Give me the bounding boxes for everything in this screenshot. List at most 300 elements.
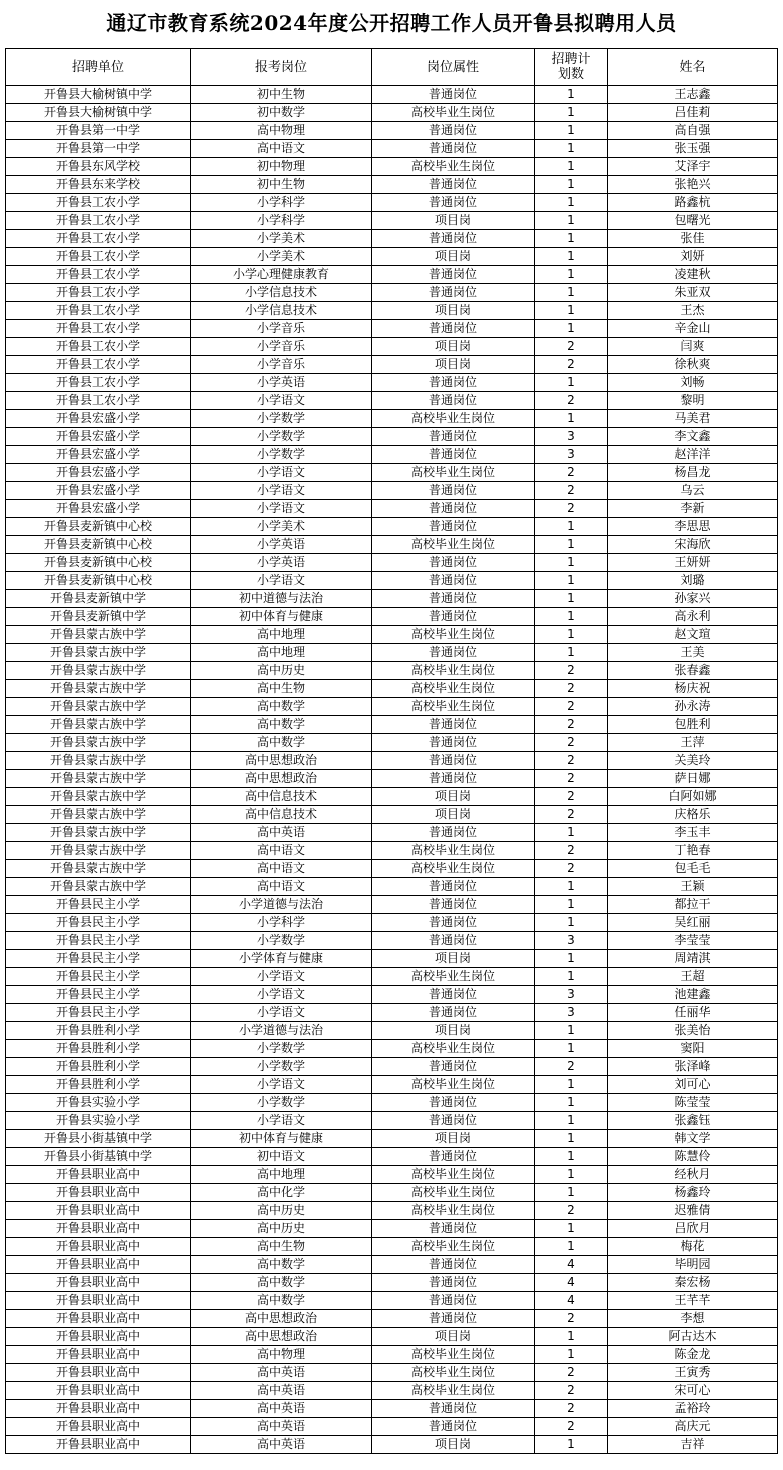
header-position: 报考岗位 bbox=[191, 49, 372, 86]
table-row bbox=[6, 302, 778, 320]
cell-plan-count: 1 bbox=[535, 1436, 608, 1454]
cell-plan-count: 1 bbox=[535, 320, 608, 338]
header-plan-count-text: 招聘计划数 bbox=[551, 52, 591, 82]
table-row bbox=[6, 1166, 778, 1184]
table-row bbox=[6, 878, 778, 896]
cell-plan-count: 2 bbox=[535, 860, 608, 878]
table-row bbox=[6, 698, 778, 716]
cell-position-type: 普通岗位 bbox=[372, 122, 535, 140]
cell-unit: 开鲁县麦新镇中学 bbox=[6, 590, 191, 608]
cell-unit: 开鲁县工农小学 bbox=[6, 248, 191, 266]
table-row bbox=[6, 806, 778, 824]
cell-name: 高自强 bbox=[608, 122, 778, 140]
cell-position-type: 普通岗位 bbox=[372, 86, 535, 104]
cell-plan-count: 2 bbox=[535, 698, 608, 716]
cell-position-type: 高校毕业生岗位 bbox=[372, 1238, 535, 1256]
cell-name: 刘妍 bbox=[608, 248, 778, 266]
cell-plan-count: 1 bbox=[535, 1094, 608, 1112]
cell-name: 李思思 bbox=[608, 518, 778, 536]
table-row bbox=[6, 338, 778, 356]
cell-name: 经秋月 bbox=[608, 1166, 778, 1184]
cell-plan-count: 2 bbox=[535, 392, 608, 410]
cell-unit: 开鲁县宏盛小学 bbox=[6, 428, 191, 446]
cell-name: 吕欣月 bbox=[608, 1220, 778, 1238]
cell-plan-count: 1 bbox=[535, 302, 608, 320]
cell-plan-count: 1 bbox=[535, 1148, 608, 1166]
cell-name: 李玉丰 bbox=[608, 824, 778, 842]
cell-position: 小学音乐 bbox=[191, 356, 372, 374]
cell-name: 朱亚双 bbox=[608, 284, 778, 302]
cell-plan-count: 1 bbox=[535, 518, 608, 536]
cell-position: 高中数学 bbox=[191, 698, 372, 716]
cell-plan-count: 1 bbox=[535, 824, 608, 842]
cell-plan-count: 1 bbox=[535, 536, 608, 554]
table-row bbox=[6, 230, 778, 248]
table-row bbox=[6, 950, 778, 968]
cell-position-type: 普通岗位 bbox=[372, 986, 535, 1004]
cell-plan-count: 1 bbox=[535, 86, 608, 104]
cell-position-type: 普通岗位 bbox=[372, 734, 535, 752]
cell-position: 高中历史 bbox=[191, 1220, 372, 1238]
cell-position-type: 高校毕业生岗位 bbox=[372, 158, 535, 176]
cell-name: 韩文学 bbox=[608, 1130, 778, 1148]
cell-name: 李想 bbox=[608, 1310, 778, 1328]
cell-plan-count: 1 bbox=[535, 212, 608, 230]
table-row bbox=[6, 824, 778, 842]
cell-name: 王寅秀 bbox=[608, 1364, 778, 1382]
cell-unit: 开鲁县麦新镇中心校 bbox=[6, 572, 191, 590]
cell-unit: 开鲁县工农小学 bbox=[6, 338, 191, 356]
cell-position: 高中英语 bbox=[191, 1364, 372, 1382]
cell-position-type: 普通岗位 bbox=[372, 500, 535, 518]
cell-plan-count: 1 bbox=[535, 1328, 608, 1346]
table-row bbox=[6, 392, 778, 410]
cell-position: 高中信息技术 bbox=[191, 806, 372, 824]
cell-position: 小学数学 bbox=[191, 1094, 372, 1112]
cell-position: 初中体育与健康 bbox=[191, 608, 372, 626]
cell-plan-count: 1 bbox=[535, 968, 608, 986]
cell-plan-count: 1 bbox=[535, 1166, 608, 1184]
cell-unit: 开鲁县蒙古族中学 bbox=[6, 788, 191, 806]
cell-position: 小学音乐 bbox=[191, 338, 372, 356]
cell-name: 包胜利 bbox=[608, 716, 778, 734]
cell-position: 高中生物 bbox=[191, 1238, 372, 1256]
cell-position-type: 普通岗位 bbox=[372, 1004, 535, 1022]
cell-name: 阿古达木 bbox=[608, 1328, 778, 1346]
cell-position-type: 普通岗位 bbox=[372, 428, 535, 446]
cell-name: 孟裕玲 bbox=[608, 1400, 778, 1418]
cell-position: 高中数学 bbox=[191, 734, 372, 752]
cell-plan-count: 2 bbox=[535, 356, 608, 374]
cell-position-type: 项目岗 bbox=[372, 356, 535, 374]
cell-position-type: 普通岗位 bbox=[372, 194, 535, 212]
cell-position-type: 项目岗 bbox=[372, 1130, 535, 1148]
cell-position-type: 高校毕业生岗位 bbox=[372, 1346, 535, 1364]
table-row bbox=[6, 1328, 778, 1346]
cell-name: 王杰 bbox=[608, 302, 778, 320]
cell-unit: 开鲁县蒙古族中学 bbox=[6, 680, 191, 698]
table-row bbox=[6, 1202, 778, 1220]
cell-position: 小学数学 bbox=[191, 428, 372, 446]
cell-name: 高永利 bbox=[608, 608, 778, 626]
cell-name: 乌云 bbox=[608, 482, 778, 500]
cell-plan-count: 1 bbox=[535, 1184, 608, 1202]
cell-plan-count: 4 bbox=[535, 1292, 608, 1310]
cell-position: 小学心理健康教育 bbox=[191, 266, 372, 284]
table-row bbox=[6, 158, 778, 176]
cell-plan-count: 3 bbox=[535, 428, 608, 446]
cell-plan-count: 2 bbox=[535, 1310, 608, 1328]
cell-name: 凌建秋 bbox=[608, 266, 778, 284]
cell-position: 小学科学 bbox=[191, 914, 372, 932]
cell-plan-count: 1 bbox=[535, 176, 608, 194]
table-row bbox=[6, 518, 778, 536]
cell-position-type: 项目岗 bbox=[372, 302, 535, 320]
cell-position: 小学美术 bbox=[191, 248, 372, 266]
cell-position-type: 项目岗 bbox=[372, 950, 535, 968]
cell-unit: 开鲁县民主小学 bbox=[6, 932, 191, 950]
table-row bbox=[6, 1292, 778, 1310]
cell-unit: 开鲁县职业高中 bbox=[6, 1292, 191, 1310]
cell-position: 小学语文 bbox=[191, 968, 372, 986]
cell-position: 小学英语 bbox=[191, 536, 372, 554]
cell-position: 初中道德与法治 bbox=[191, 590, 372, 608]
cell-position-type: 普通岗位 bbox=[372, 878, 535, 896]
cell-unit: 开鲁县职业高中 bbox=[6, 1328, 191, 1346]
cell-plan-count: 3 bbox=[535, 932, 608, 950]
cell-plan-count: 2 bbox=[535, 1364, 608, 1382]
cell-position: 小学英语 bbox=[191, 554, 372, 572]
cell-unit: 开鲁县宏盛小学 bbox=[6, 482, 191, 500]
cell-position: 高中英语 bbox=[191, 1382, 372, 1400]
cell-position: 初中体育与健康 bbox=[191, 1130, 372, 1148]
table-row bbox=[6, 554, 778, 572]
cell-position: 小学语文 bbox=[191, 464, 372, 482]
cell-position: 高中数学 bbox=[191, 1274, 372, 1292]
cell-unit: 开鲁县胜利小学 bbox=[6, 1022, 191, 1040]
cell-plan-count: 1 bbox=[535, 950, 608, 968]
table-header-row bbox=[6, 49, 778, 86]
cell-position-type: 普通岗位 bbox=[372, 572, 535, 590]
cell-position: 高中英语 bbox=[191, 824, 372, 842]
table-row bbox=[6, 1112, 778, 1130]
cell-plan-count: 1 bbox=[535, 1220, 608, 1238]
cell-position: 小学语文 bbox=[191, 482, 372, 500]
cell-plan-count: 1 bbox=[535, 554, 608, 572]
cell-unit: 开鲁县职业高中 bbox=[6, 1364, 191, 1382]
cell-position-type: 高校毕业生岗位 bbox=[372, 1364, 535, 1382]
cell-position: 高中英语 bbox=[191, 1418, 372, 1436]
cell-name: 陈慧伶 bbox=[608, 1148, 778, 1166]
cell-plan-count: 1 bbox=[535, 194, 608, 212]
cell-position-type: 普通岗位 bbox=[372, 1256, 535, 1274]
cell-position-type: 普通岗位 bbox=[372, 1292, 535, 1310]
cell-unit: 开鲁县实验小学 bbox=[6, 1112, 191, 1130]
cell-name: 杨昌龙 bbox=[608, 464, 778, 482]
table-row bbox=[6, 896, 778, 914]
cell-position: 高中物理 bbox=[191, 1346, 372, 1364]
table-row bbox=[6, 1436, 778, 1454]
cell-plan-count: 1 bbox=[535, 1112, 608, 1130]
cell-name: 迟雅倩 bbox=[608, 1202, 778, 1220]
cell-plan-count: 1 bbox=[535, 590, 608, 608]
cell-name: 王超 bbox=[608, 968, 778, 986]
table-row bbox=[6, 446, 778, 464]
cell-position: 高中地理 bbox=[191, 1166, 372, 1184]
cell-position-type: 普通岗位 bbox=[372, 824, 535, 842]
cell-position: 小学体育与健康 bbox=[191, 950, 372, 968]
cell-unit: 开鲁县职业高中 bbox=[6, 1346, 191, 1364]
cell-unit: 开鲁县东风学校 bbox=[6, 158, 191, 176]
cell-name: 张佳 bbox=[608, 230, 778, 248]
cell-position: 小学数学 bbox=[191, 1040, 372, 1058]
table-row bbox=[6, 1130, 778, 1148]
cell-position-type: 普通岗位 bbox=[372, 1274, 535, 1292]
cell-position-type: 普通岗位 bbox=[372, 1148, 535, 1166]
cell-position-type: 普通岗位 bbox=[372, 320, 535, 338]
cell-name: 王美 bbox=[608, 644, 778, 662]
cell-name: 王颖 bbox=[608, 878, 778, 896]
cell-name: 杨鑫玲 bbox=[608, 1184, 778, 1202]
table-row bbox=[6, 140, 778, 158]
cell-unit: 开鲁县民主小学 bbox=[6, 896, 191, 914]
cell-plan-count: 2 bbox=[535, 770, 608, 788]
cell-position: 小学数学 bbox=[191, 932, 372, 950]
cell-unit: 开鲁县蒙古族中学 bbox=[6, 644, 191, 662]
cell-unit: 开鲁县工农小学 bbox=[6, 374, 191, 392]
cell-unit: 开鲁县工农小学 bbox=[6, 212, 191, 230]
cell-name: 任丽华 bbox=[608, 1004, 778, 1022]
cell-position-type: 普通岗位 bbox=[372, 392, 535, 410]
cell-position-type: 普通岗位 bbox=[372, 1220, 535, 1238]
cell-position-type: 项目岗 bbox=[372, 1328, 535, 1346]
cell-position-type: 项目岗 bbox=[372, 1436, 535, 1454]
cell-unit: 开鲁县工农小学 bbox=[6, 284, 191, 302]
table-row bbox=[6, 356, 778, 374]
cell-plan-count: 1 bbox=[535, 374, 608, 392]
table-row bbox=[6, 410, 778, 428]
cell-position: 小学美术 bbox=[191, 230, 372, 248]
cell-unit: 开鲁县工农小学 bbox=[6, 302, 191, 320]
cell-position-type: 高校毕业生岗位 bbox=[372, 1382, 535, 1400]
cell-position-type: 普通岗位 bbox=[372, 608, 535, 626]
cell-unit: 开鲁县工农小学 bbox=[6, 230, 191, 248]
cell-name: 梅花 bbox=[608, 1238, 778, 1256]
cell-unit: 开鲁县职业高中 bbox=[6, 1202, 191, 1220]
cell-unit: 开鲁县蒙古族中学 bbox=[6, 770, 191, 788]
cell-unit: 开鲁县蒙古族中学 bbox=[6, 824, 191, 842]
table-row bbox=[6, 1220, 778, 1238]
cell-name: 刘可心 bbox=[608, 1076, 778, 1094]
cell-position: 小学语文 bbox=[191, 572, 372, 590]
cell-position: 高中地理 bbox=[191, 626, 372, 644]
cell-unit: 开鲁县民主小学 bbox=[6, 968, 191, 986]
table-row bbox=[6, 734, 778, 752]
cell-position-type: 高校毕业生岗位 bbox=[372, 842, 535, 860]
cell-position-type: 高校毕业生岗位 bbox=[372, 536, 535, 554]
cell-name: 杨庆祝 bbox=[608, 680, 778, 698]
cell-position-type: 高校毕业生岗位 bbox=[372, 968, 535, 986]
cell-plan-count: 1 bbox=[535, 1346, 608, 1364]
table-row bbox=[6, 770, 778, 788]
page-title: 通辽市教育系统2024年度公开招聘工作人员开鲁县拟聘用人员 bbox=[106, 11, 677, 35]
cell-plan-count: 2 bbox=[535, 752, 608, 770]
cell-unit: 开鲁县东来学校 bbox=[6, 176, 191, 194]
cell-name: 池建鑫 bbox=[608, 986, 778, 1004]
cell-position: 高中数学 bbox=[191, 716, 372, 734]
cell-name: 关美玲 bbox=[608, 752, 778, 770]
recruitment-table bbox=[5, 48, 778, 1454]
table-row bbox=[6, 644, 778, 662]
cell-position: 小学道德与法治 bbox=[191, 1022, 372, 1040]
cell-name: 赵洋洋 bbox=[608, 446, 778, 464]
cell-unit: 开鲁县民主小学 bbox=[6, 914, 191, 932]
cell-name: 丁艳春 bbox=[608, 842, 778, 860]
cell-position-type: 普通岗位 bbox=[372, 284, 535, 302]
cell-position: 高中物理 bbox=[191, 122, 372, 140]
cell-name: 徐秋爽 bbox=[608, 356, 778, 374]
cell-plan-count: 1 bbox=[535, 644, 608, 662]
cell-position: 小学语文 bbox=[191, 500, 372, 518]
cell-position-type: 高校毕业生岗位 bbox=[372, 104, 535, 122]
cell-name: 李莹莹 bbox=[608, 932, 778, 950]
cell-plan-count: 2 bbox=[535, 680, 608, 698]
cell-position: 小学数学 bbox=[191, 1058, 372, 1076]
cell-position-type: 普通岗位 bbox=[372, 1112, 535, 1130]
cell-position-type: 项目岗 bbox=[372, 806, 535, 824]
table-row bbox=[6, 176, 778, 194]
cell-unit: 开鲁县蒙古族中学 bbox=[6, 734, 191, 752]
cell-position-type: 普通岗位 bbox=[372, 1094, 535, 1112]
cell-unit: 开鲁县民主小学 bbox=[6, 986, 191, 1004]
cell-name: 宋海欣 bbox=[608, 536, 778, 554]
cell-name: 宋可心 bbox=[608, 1382, 778, 1400]
cell-position: 高中思想政治 bbox=[191, 1328, 372, 1346]
cell-unit: 开鲁县民主小学 bbox=[6, 950, 191, 968]
cell-position: 小学科学 bbox=[191, 212, 372, 230]
cell-position: 初中数学 bbox=[191, 104, 372, 122]
cell-unit: 开鲁县大榆树镇中学 bbox=[6, 86, 191, 104]
table-row bbox=[6, 1400, 778, 1418]
cell-name: 包毛毛 bbox=[608, 860, 778, 878]
cell-unit: 开鲁县蒙古族中学 bbox=[6, 716, 191, 734]
table-row bbox=[6, 608, 778, 626]
cell-plan-count: 1 bbox=[535, 158, 608, 176]
table-row bbox=[6, 1040, 778, 1058]
table-row bbox=[6, 752, 778, 770]
cell-position-type: 高校毕业生岗位 bbox=[372, 1076, 535, 1094]
cell-position-type: 普通岗位 bbox=[372, 554, 535, 572]
cell-position: 小学语文 bbox=[191, 1076, 372, 1094]
cell-name: 张鑫钰 bbox=[608, 1112, 778, 1130]
cell-plan-count: 1 bbox=[535, 266, 608, 284]
cell-plan-count: 2 bbox=[535, 1382, 608, 1400]
cell-position: 高中英语 bbox=[191, 1436, 372, 1454]
cell-unit: 开鲁县蒙古族中学 bbox=[6, 806, 191, 824]
cell-plan-count: 2 bbox=[535, 788, 608, 806]
cell-position: 高中语文 bbox=[191, 860, 372, 878]
cell-name: 萨日娜 bbox=[608, 770, 778, 788]
cell-plan-count: 2 bbox=[535, 1058, 608, 1076]
cell-plan-count: 2 bbox=[535, 482, 608, 500]
cell-plan-count: 1 bbox=[535, 1076, 608, 1094]
cell-unit: 开鲁县宏盛小学 bbox=[6, 446, 191, 464]
cell-plan-count: 1 bbox=[535, 572, 608, 590]
cell-unit: 开鲁县胜利小学 bbox=[6, 1076, 191, 1094]
cell-position: 高中思想政治 bbox=[191, 1310, 372, 1328]
cell-position: 高中历史 bbox=[191, 1202, 372, 1220]
cell-position-type: 普通岗位 bbox=[372, 1310, 535, 1328]
cell-position: 高中历史 bbox=[191, 662, 372, 680]
cell-position-type: 项目岗 bbox=[372, 212, 535, 230]
cell-unit: 开鲁县小街基镇中学 bbox=[6, 1130, 191, 1148]
cell-plan-count: 1 bbox=[535, 230, 608, 248]
cell-unit: 开鲁县民主小学 bbox=[6, 1004, 191, 1022]
cell-plan-count: 1 bbox=[535, 1040, 608, 1058]
cell-plan-count: 2 bbox=[535, 1400, 608, 1418]
cell-position: 高中地理 bbox=[191, 644, 372, 662]
cell-position: 高中化学 bbox=[191, 1184, 372, 1202]
table-row bbox=[6, 482, 778, 500]
table-row bbox=[6, 1382, 778, 1400]
cell-position-type: 普通岗位 bbox=[372, 230, 535, 248]
cell-plan-count: 2 bbox=[535, 734, 608, 752]
cell-position-type: 高校毕业生岗位 bbox=[372, 680, 535, 698]
cell-name: 庆格乐 bbox=[608, 806, 778, 824]
table-row bbox=[6, 1346, 778, 1364]
cell-position-type: 普通岗位 bbox=[372, 932, 535, 950]
cell-plan-count: 3 bbox=[535, 446, 608, 464]
table-row bbox=[6, 1076, 778, 1094]
cell-unit: 开鲁县麦新镇中学 bbox=[6, 608, 191, 626]
cell-position-type: 高校毕业生岗位 bbox=[372, 860, 535, 878]
cell-name: 闫爽 bbox=[608, 338, 778, 356]
cell-unit: 开鲁县蒙古族中学 bbox=[6, 626, 191, 644]
cell-position-type: 普通岗位 bbox=[372, 140, 535, 158]
cell-name: 吕佳莉 bbox=[608, 104, 778, 122]
cell-position-type: 高校毕业生岗位 bbox=[372, 662, 535, 680]
table-row bbox=[6, 626, 778, 644]
cell-position-type: 普通岗位 bbox=[372, 482, 535, 500]
cell-position-type: 普通岗位 bbox=[372, 266, 535, 284]
table-row bbox=[6, 860, 778, 878]
cell-plan-count: 3 bbox=[535, 1004, 608, 1022]
cell-plan-count: 1 bbox=[535, 1238, 608, 1256]
cell-position: 高中英语 bbox=[191, 1400, 372, 1418]
cell-unit: 开鲁县职业高中 bbox=[6, 1256, 191, 1274]
cell-position-type: 高校毕业生岗位 bbox=[372, 1040, 535, 1058]
cell-name: 吉祥 bbox=[608, 1436, 778, 1454]
cell-name: 窦阳 bbox=[608, 1040, 778, 1058]
cell-plan-count: 4 bbox=[535, 1274, 608, 1292]
cell-plan-count: 1 bbox=[535, 896, 608, 914]
cell-name: 张泽峰 bbox=[608, 1058, 778, 1076]
cell-unit: 开鲁县胜利小学 bbox=[6, 1040, 191, 1058]
cell-unit: 开鲁县蒙古族中学 bbox=[6, 842, 191, 860]
cell-plan-count: 1 bbox=[535, 284, 608, 302]
cell-position: 初中物理 bbox=[191, 158, 372, 176]
cell-plan-count: 1 bbox=[535, 878, 608, 896]
cell-unit: 开鲁县蒙古族中学 bbox=[6, 698, 191, 716]
cell-plan-count: 1 bbox=[535, 104, 608, 122]
cell-unit: 开鲁县职业高中 bbox=[6, 1184, 191, 1202]
table-row bbox=[6, 320, 778, 338]
cell-position-type: 普通岗位 bbox=[372, 590, 535, 608]
cell-position-type: 项目岗 bbox=[372, 338, 535, 356]
cell-name: 黎明 bbox=[608, 392, 778, 410]
cell-name: 张玉强 bbox=[608, 140, 778, 158]
cell-unit: 开鲁县工农小学 bbox=[6, 356, 191, 374]
